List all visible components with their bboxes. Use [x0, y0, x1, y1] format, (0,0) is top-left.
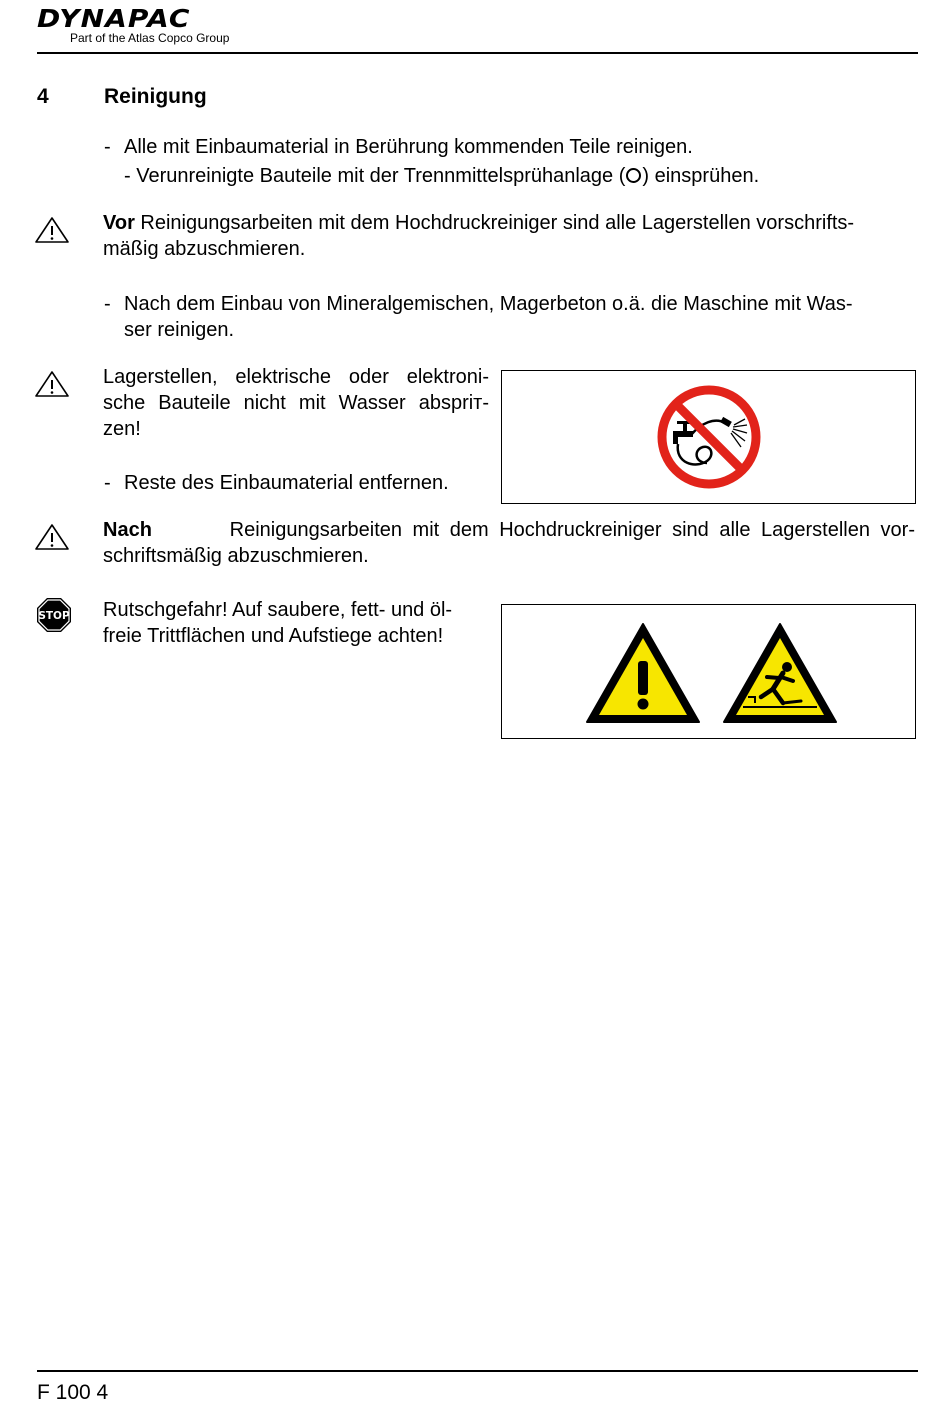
company-logo [37, 6, 257, 46]
slip-text-line1: Rutschgefahr! Auf saubere, fett- und öl- [103, 599, 453, 621]
warning-lubricate-after [103, 517, 915, 569]
brand-name: DYNAPAC [37, 4, 191, 33]
warning-signs-box [501, 604, 916, 739]
no-water-spray-sign [655, 383, 763, 491]
instruction-clean-parts: Alle mit Einbaumaterial in Berührung kommenden Teile reinigen. [124, 136, 693, 158]
instruction-spray-parts [124, 163, 759, 189]
warning-triangle-icon [34, 523, 70, 551]
section-title: Reinigung [104, 85, 207, 108]
brand-tagline: Part of the Atlas Copco Group [70, 31, 230, 45]
warning-text-line2: mäßig abzuschmieren. [103, 238, 306, 260]
slip-text-line2: freie Trittflächen und Aufstiege achten! [103, 625, 444, 647]
general-warning-sign [584, 621, 702, 725]
warning-slip-hazard [103, 597, 489, 649]
instruction-wash-machine [124, 291, 916, 343]
section-number: 4 [37, 85, 49, 108]
bullet-dash: - [104, 136, 111, 158]
bullet-dash: - [104, 293, 111, 315]
nowater-text-line1: Lagerstellen, elektrische oder elektroni- [103, 366, 489, 388]
warning-text-line1: Reinigungsarbeiten mit dem Hochdruckreiniger sind alle Lagerstellen vorschrifts- [134, 212, 855, 234]
spray-text-prefix: - Verunreinigte Bauteile mit der Trennmittelsprühanlage ( [124, 165, 626, 187]
nowater-text-line2: sche Bauteile nicht mit Wasser abspriт- [103, 392, 489, 414]
warning-text-line2: schriftsmäßig abzuschmieren. [103, 545, 369, 567]
footer-rule [37, 1370, 918, 1372]
instruction-remove-residue: Reste des Einbaumaterial entfernen. [124, 472, 449, 494]
document-id: F 100 4 [37, 1381, 109, 1404]
stop-label: STOP [38, 610, 70, 622]
warning-lubricate-before [103, 210, 915, 262]
warning-text-line1: Reinigungsarbeiten mit dem Hochdruckreiniger sind alle Lagerstellen vor- [229, 519, 915, 541]
warning-emphasis: Vor [103, 212, 135, 234]
warning-triangle-icon [34, 216, 70, 244]
wash-text-line2: ser reinigen. [124, 319, 235, 341]
nowater-text-line3: zen! [103, 418, 141, 440]
no-water-spray-sign-box [501, 370, 916, 504]
warning-no-water-spray [103, 364, 489, 442]
warning-triangle-icon [34, 370, 70, 398]
slip-hazard-sign [721, 621, 839, 725]
circle-option-icon [626, 168, 641, 183]
stop-sign-icon [36, 597, 72, 633]
header-rule [37, 52, 918, 54]
wash-text-line1: Nach dem Einbau von Mineralgemischen, Magerbeton o.ä. die Maschine mit Was- [124, 293, 853, 315]
warning-emphasis: Nach [103, 519, 152, 541]
bullet-dash: - [104, 472, 111, 494]
spray-text-suffix: ) einsprühen. [642, 165, 760, 187]
